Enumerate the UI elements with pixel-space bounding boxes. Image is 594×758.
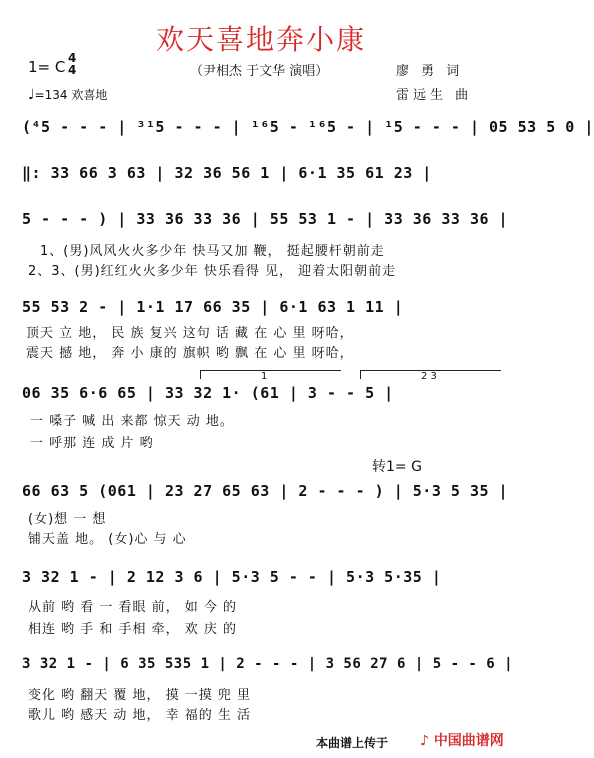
lyric-row-8-line-2: 歌儿 哟 感天 动 地， 幸 福的 生 活 [28, 708, 252, 723]
music-row-6: 66 63 5 (061 | 23 27 65 63 | 2 - - - ) | 5·3 5 35 | [22, 482, 509, 500]
performers: （尹相杰 于文华 演唱） [190, 64, 329, 79]
lyric-row-5-line-1: 一 嗓子 喊 出 来都 惊天 动 地。 [30, 414, 234, 429]
lyric-row-6-line-1: (女)想 一 想 [28, 512, 107, 527]
lyric-row-8-line-1: 变化 哟 翻天 覆 地， 摸 一摸 兜 里 [28, 688, 252, 703]
music-row-7: 3 32 1 - | 2 12 3 6 | 5·3 5 - - | 5·3 5·35 | [22, 568, 442, 586]
tempo-text: =134 欢喜地 [34, 88, 108, 102]
volta-bracket-1: 1 [200, 370, 341, 379]
music-row-5: 06 35 6·6 65 | 33 32 1· (61 | 3 - - 5 | [22, 384, 394, 402]
lyric-row-7-line-2: 相连 哟 手 和 手相 牵， 欢 庆 的 [28, 622, 238, 637]
upload-note: 本曲谱上传于 [316, 736, 389, 750]
tempo-marking [28, 86, 107, 103]
music-row-8: 3 32 1 - | 6 35 535 1 | 2 - - - | 3 56 27 6 | 5 - - 6 | [22, 656, 514, 672]
site-logo[interactable] [420, 730, 504, 750]
time-sig-top: 4 [68, 51, 77, 65]
music-row-1: (⁴5 - - - | ³¹5 - - - | ¹⁶5 - ¹⁶5 - | ¹5 - - - | 05 53 5 0 | [22, 118, 594, 136]
lyric-row-3-line-1: 1、(男)风风火火多少年 快马又加 鞭， 挺起腰杆朝前走 [40, 244, 385, 259]
lyric-row-3-line-2: 2、3、(男)红红火火多少年 快乐看得 见， 迎着太阳朝前走 [28, 264, 397, 279]
key-change: 转1= G [372, 459, 422, 475]
time-signature [68, 52, 76, 76]
music-row-3: 5 - - - ) | 33 36 33 36 | 55 53 1 - | 33 36 33 36 | [22, 210, 509, 228]
lyric-row-7-line-1: 从前 哟 看 一 看眼 前， 如 今 的 [28, 600, 238, 615]
quarter-note-icon: ♩ [28, 87, 35, 103]
lyric-row-5-line-2: 一 呼那 连 成 片 哟 [30, 436, 154, 451]
lyric-row-4-line-1: 顶天 立 地， 民 族 复兴 这句 话 藏 在 心 里 呀哈， [26, 326, 354, 341]
key-signature: 1= C [28, 58, 66, 76]
composer: 雷远生 曲 [396, 88, 473, 103]
logo-icon: ♪ [420, 733, 429, 749]
song-title: 欢天喜地奔小康 [155, 23, 366, 56]
music-row-4: 55 53 2 - | 1·1 17 66 35 | 6·1 63 1 11 | [22, 298, 404, 316]
lyric-row-6-line-2: 铺天盖 地。 (女)心 与 心 [28, 532, 187, 547]
site-name: 中国曲谱网 [433, 733, 504, 749]
time-sig-bottom: 4 [68, 63, 77, 77]
lyric-row-4-line-2: 震天 撼 地， 奔 小 康的 旗帜 哟 飘 在 心 里 呀哈， [26, 346, 354, 361]
volta-bracket-2-3: 2 3 [360, 370, 501, 379]
lyricist: 廖 勇 词 [396, 64, 464, 79]
music-row-2: ‖: 33 66 3 63 | 32 36 56 1 | 6·1 35 61 23 | [22, 164, 432, 182]
